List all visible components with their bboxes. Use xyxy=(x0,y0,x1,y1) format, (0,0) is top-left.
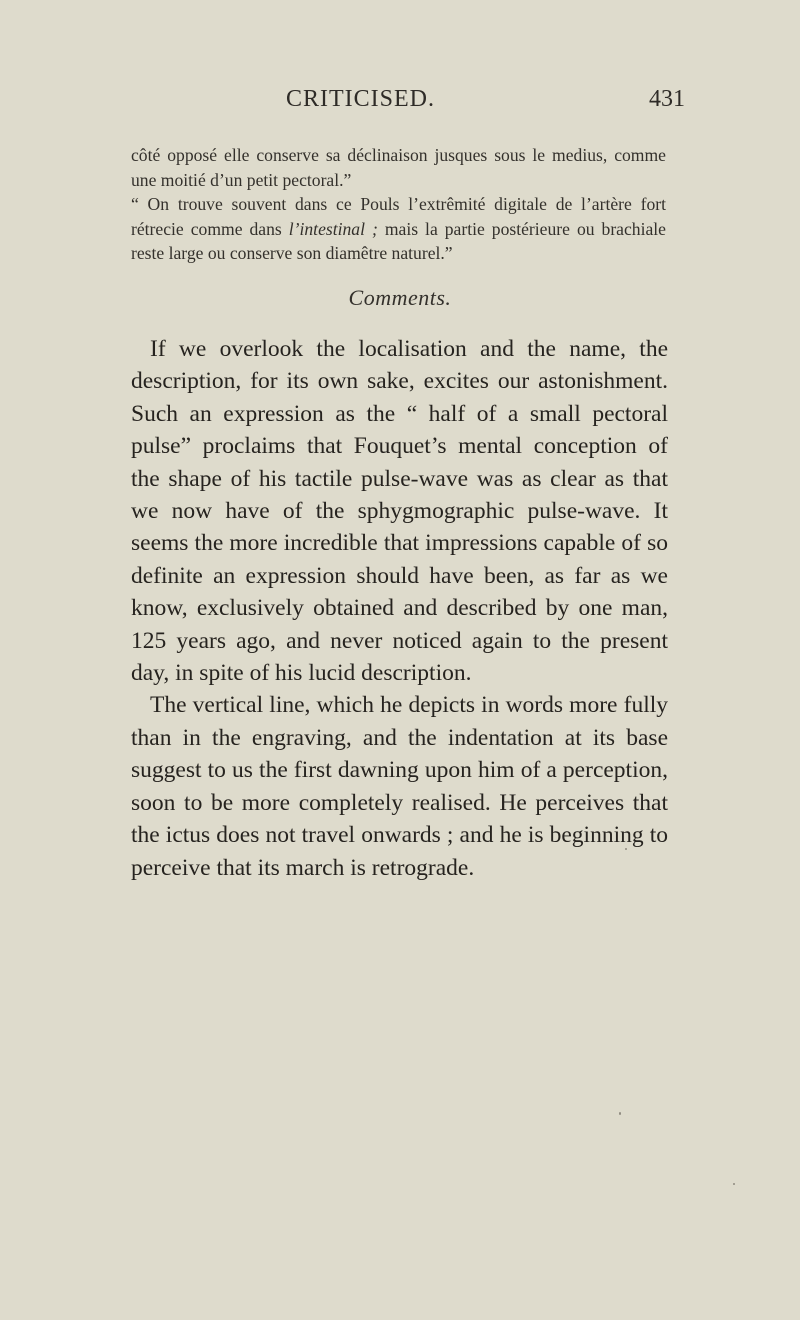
quote-text: mais la partie postérieure ou brachiale reste large ou conserve son diamêtre naturel.” xyxy=(131,218,666,264)
quote-italic-term: l’intestinal ; xyxy=(288,218,378,239)
section-title: Comments. xyxy=(348,285,452,310)
paper-speck xyxy=(619,1112,621,1115)
paper-speck xyxy=(625,848,627,850)
body-text xyxy=(131,333,668,884)
quote-text: “ On trouve souvent dans ce Pouls l’extrêmité digitale de l’artère fort rétrecie comme dans xyxy=(131,194,666,239)
body-paragraph: If we overlook the localisation and the name, the description, for its own sake, excites our astonishment. Such an expression as the “ half of a small pectoral pulse” proclaims that Fouquet’s mental conception of the shape of his tactile pulse-wave was as clear as that we now have of the sphygmographic pulse-wave. It seems the more incredible that impressions capable of so definite an expression should have been, as far as we know, exclusively obtained and described by one man, 125 years ago, and never noticed again to the present day, in spite of his lucid description. xyxy=(131,336,668,687)
french-quotation xyxy=(131,143,666,266)
paper-speck xyxy=(733,1183,735,1185)
quote-paragraph: côté opposé elle conserve sa déclinaison jusques sous le medius, comme une moitié d’un petit pectoral.” xyxy=(131,145,666,190)
page-number: 431 xyxy=(649,86,685,112)
quote-paragraph xyxy=(131,192,666,266)
body-paragraph: The vertical line, which he depicts in words more fully than in the engraving, and the indentation at its base suggest to us the first dawning upon him of a perception, soon to be more completely realised. He perceives that the ictus does not travel onwards ; and he is beginning to perceive that its march is retrograde. xyxy=(131,692,668,881)
page-header xyxy=(0,86,800,120)
running-head: CRITICISED. xyxy=(286,86,435,112)
